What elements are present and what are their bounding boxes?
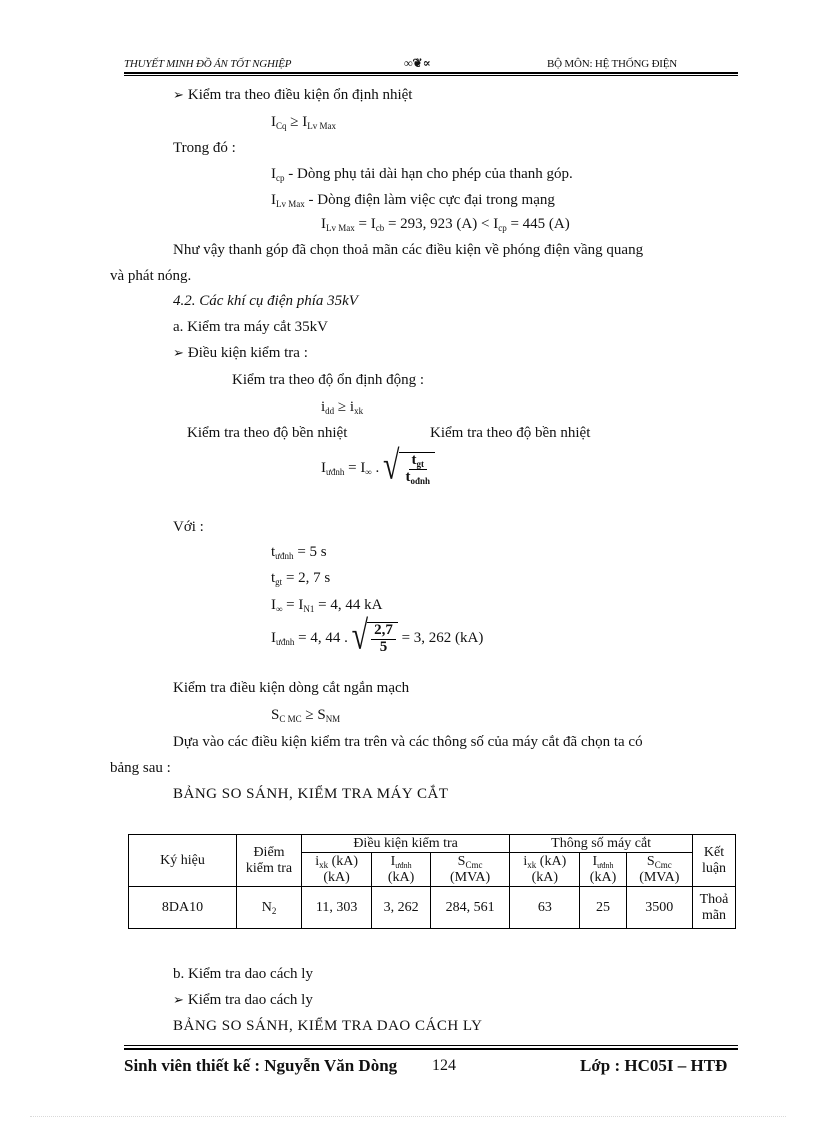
def-ilvmax: $I_{Lv Max}$ - Dòng điện làm việc cực đại trong mạng (271, 192, 555, 209)
footer-student: Sinh viên thiết kế : Nguyễn Văn Dòng (124, 1056, 398, 1075)
bullet-thermal-stability-text: Kiểm tra theo điều kiện ổn định nhiệt (187, 87, 413, 103)
cell-c1: 11, 303 (302, 887, 372, 929)
th-point (237, 835, 302, 887)
formula-scmc: $S_{C MC} \ge S_{NM}$ (271, 707, 341, 724)
th-iudnh-2-unit: (kA) (589, 869, 617, 885)
header-left: THUYẾT MINH ĐỒ ÁN TỐT NGHIỆP (124, 58, 292, 70)
th-ixk: $i_{xk}$ (kA) (kA) (302, 853, 372, 887)
th-point-2: kiểm tra (245, 860, 293, 876)
th-point-1: Điểm (253, 845, 285, 861)
dynamic-stability: Kiểm tra theo độ ổn định động : (232, 372, 425, 388)
header-rule-1 (124, 72, 738, 74)
comparison-table (128, 834, 736, 929)
eq-ilvmax: $I_{Lv Max} = I_{cb} = 293$, 923 $(A) < I_{cp} = 445$ (A) (321, 216, 570, 233)
th-conclusion-1: Kết (703, 845, 725, 861)
section-heading: 4.2. Các khí cụ điện phía 35kV (173, 293, 358, 309)
th-iudnh-2: $I_{ưđnh}$ (kA) (580, 853, 626, 887)
with-label: Với : (173, 519, 204, 535)
footer-class: Lớp : HC05I – HTĐ (580, 1056, 728, 1075)
thermal-check-1: Kiểm tra theo độ bền nhiệt (187, 425, 348, 441)
cell-p1: 63 (510, 887, 580, 929)
cell-symbol: 8DA10 (129, 887, 237, 929)
bullet-conditions (173, 345, 308, 362)
formula-icq: $I_{Cq} \ge I_{Lv Max}$ (271, 114, 336, 131)
th-conclusion-2: luận (701, 860, 727, 876)
header-right: BỘ MÔN: HỆ THỐNG ĐIỆN (547, 58, 678, 70)
th-conclusion (693, 835, 736, 887)
th-scmc-2-unit: (MVA) (639, 869, 680, 885)
th-symbol: Ký hiệu (129, 835, 237, 887)
conclusion-line-1: Như vậy thanh góp đã chọn thoả mãn các điều kiện về phóng điện vầng quang (173, 242, 644, 258)
cell-point-main: N (261, 899, 272, 915)
th-parameters: Thông số máy cắt (510, 835, 693, 853)
th-iudnh-unit: (kA) (387, 869, 415, 885)
cell-c2: 3, 262 (372, 887, 431, 929)
calc-numerator: 2,7 (371, 623, 396, 640)
based-line-2: bảng sau : (110, 760, 171, 776)
eq-ilvmax-end: = 445 (A) (510, 216, 570, 232)
formula-idd: $i_{dd} \ge i_{xk}$ (321, 399, 364, 416)
footer-rule-1 (124, 1045, 738, 1046)
cell-p2: 25 (580, 887, 626, 929)
bullet-disconnector (173, 992, 313, 1009)
def-icp-text: - Dòng phụ tải dài hạn cho phép của thanh góp. (284, 166, 573, 182)
sqrt-symbol: √ $\frac{t_{gt}}{t_{ođnh}}$ (383, 452, 435, 486)
table-row (129, 887, 736, 929)
table-title: BẢNG SO SÁNH, KIỂM TRA MÁY CẮT (173, 786, 449, 802)
th-ixk-unit: (kA) (323, 869, 350, 885)
subsection-b: b. Kiểm tra dao cách ly (173, 966, 313, 982)
th-iudnh: $I_{ưđnh}$ (kA) (372, 853, 431, 887)
based-line-1: Dựa vào các điều kiện kiểm tra trên và các thông số của máy cắt đã chọn ta có (173, 734, 643, 750)
short-circuit-check: Kiểm tra điều kiện dòng cắt ngắn mạch (173, 680, 410, 696)
cell-point (237, 887, 302, 929)
def-icp: $I_{cp}$ - Dòng phụ tải dài hạn cho phép của thanh góp. (271, 166, 573, 183)
cell-conclusion-2: mãn (701, 907, 727, 923)
cell-c3: 284, 561 (430, 887, 509, 929)
table-title-b: BẢNG SO SÁNH, KIỂM TRA DAO CÁCH LY (173, 1018, 483, 1034)
header-rule-2 (124, 75, 738, 76)
where-label: Trong đó : (173, 140, 236, 156)
bottom-dotted-line (30, 1116, 786, 1117)
bullet-disconnector-text: Kiểm tra dao cách ly (187, 992, 313, 1008)
cell-conclusion-1: Thoả (699, 892, 729, 908)
subsection-a: a. Kiểm tra máy cắt 35kV (173, 319, 328, 335)
th-scmc-unit: (MVA) (449, 869, 491, 885)
header-ornament: ∞❦∝ (404, 56, 431, 70)
value-tudnh-text: = 5 s (297, 544, 327, 560)
calc-iudnh: $I_{ưđnh} = 4$, 44 . √ $\frac{2,7}{5}$ = 3, 262 (kA) (271, 613, 484, 658)
calc-pre: = 4, 44 . (298, 630, 348, 647)
formula-iodnh: $I_{ưđnh} = I_\infty$ . √ $\frac{t_{gt}}{t_{ođnh}}$ (321, 452, 435, 486)
th-ixk-2-unit: (kA) (531, 869, 559, 885)
eq-ilvmax-mid: = 293, 923 (A) < I (387, 216, 499, 232)
value-tgt-text: = 2, 7 s (285, 570, 331, 586)
def-ilvmax-text: - Dòng điện làm việc cực đại trong mạng (304, 192, 555, 208)
cell-conclusion (693, 887, 736, 929)
value-tudnh: $t_{ưđnh} = 5$ s (271, 544, 327, 561)
page-number: 124 (432, 1057, 456, 1074)
calc-denominator: 5 (379, 638, 388, 655)
th-scmc-2: $S_{Cmc}$ (MVA) (626, 853, 692, 887)
th-ixk-2: $i_{xk}$ (kA) (kA) (510, 853, 580, 887)
value-tgt: $t_{gt} = 2$, 7 s (271, 570, 331, 587)
footer-rule-2 (124, 1048, 738, 1050)
value-iinf: $I_\infty = I_{N1} = 4$, 44 kA (271, 597, 383, 614)
conclusion-line-2: và phát nóng. (110, 268, 192, 284)
cell-p3: 3500 (626, 887, 692, 929)
calc-result: = 3, 262 (kA) (401, 630, 484, 647)
thermal-check-2: Kiểm tra theo độ bền nhiệt (430, 425, 591, 441)
bullet-thermal-stability (173, 87, 412, 104)
value-iinf-text: = 4, 44 kA (318, 597, 383, 613)
th-scmc: $S_{Cmc}$ (MVA) (430, 853, 509, 887)
bullet-conditions-text: Điều kiện kiểm tra : (187, 345, 308, 361)
cell-point-sub: 2 (271, 905, 277, 916)
th-conditions: Điều kiện kiểm tra (302, 835, 510, 853)
